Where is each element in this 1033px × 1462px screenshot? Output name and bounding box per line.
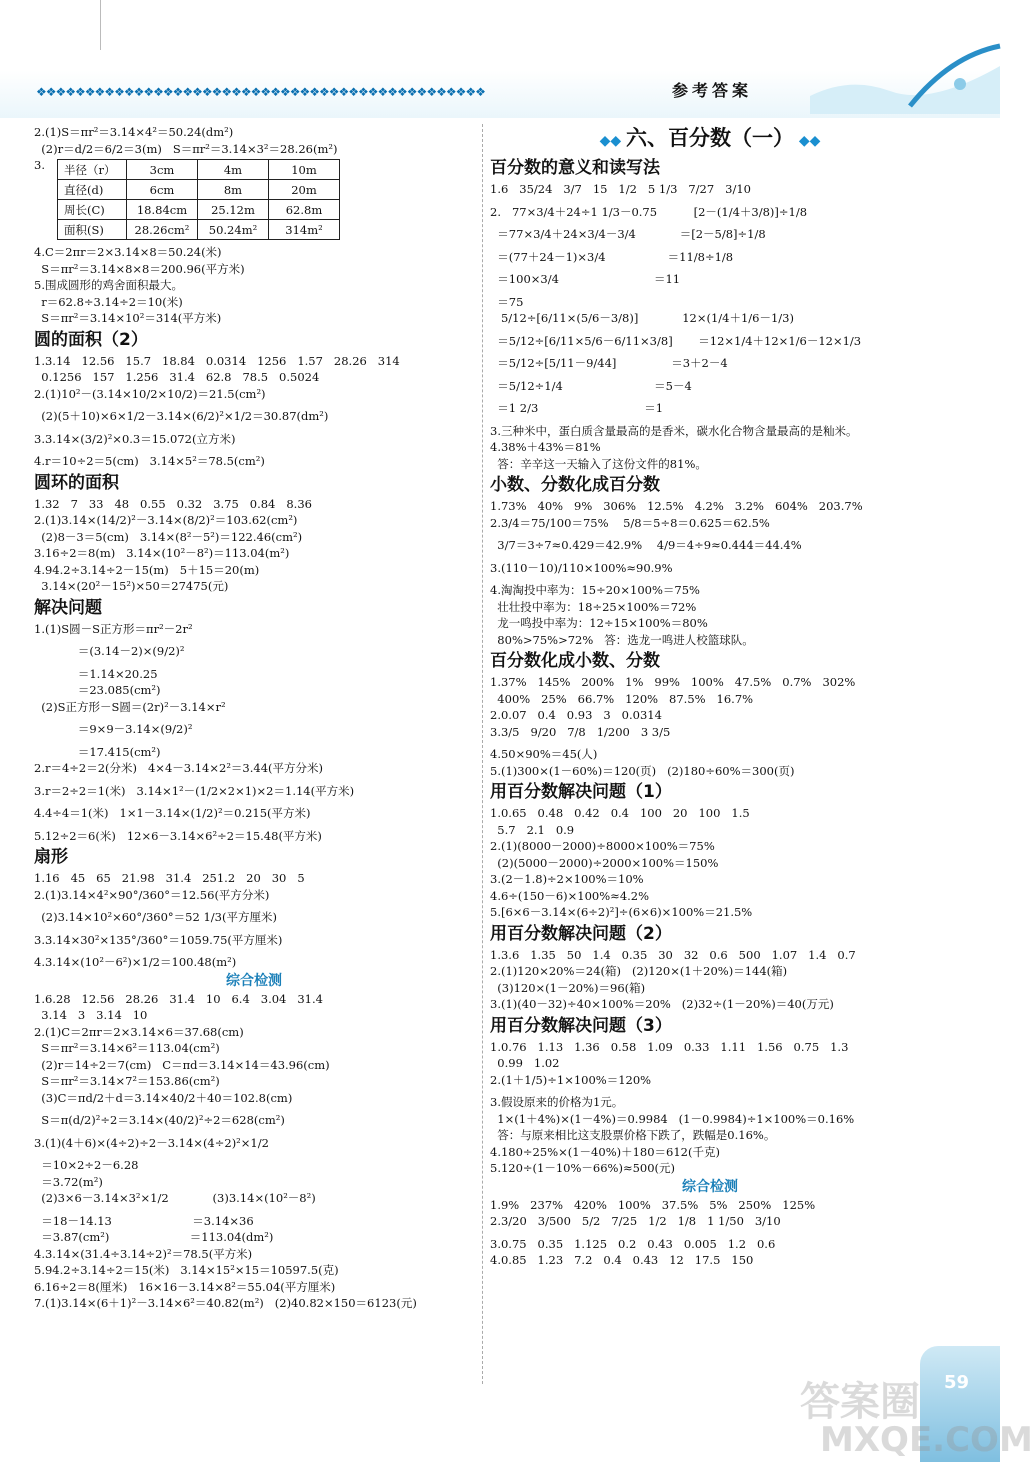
answer-line: 5.围成圆形的鸡舍面积最大。 <box>34 278 183 292</box>
table-cell: 28.26cm² <box>126 220 197 240</box>
section-review-left <box>34 991 474 1312</box>
answer-line: ＝75 <box>490 294 524 309</box>
table-cell: 8m <box>197 180 268 200</box>
answer-line: S＝πr²＝3.14×10²＝314(平方米) <box>34 311 222 325</box>
answer-line: 4.180÷25%×(1－40%)＋180＝612(千克) <box>490 1144 720 1159</box>
answer-line: 6.16÷2＝8(厘米) 16×16－3.14×8²＝55.04(平方厘米) <box>34 1279 336 1294</box>
answer-line: ＝(77＋24－1)×3/4 ＝11/8÷1/8 <box>490 249 734 264</box>
answer-line: 3.0.75 0.35 1.125 0.2 0.43 0.005 1.2 0.6 <box>490 1236 776 1251</box>
answer-line: (3)C＝πd/2＋d＝3.14×40/2＋40＝102.8(cm) <box>34 1090 293 1105</box>
answer-line: ＝5/12÷1/4 ＝5－4 <box>490 378 692 393</box>
answer-line: (2)3×6－3.14×3²×1/2 (3)3.14×(10²－8²) <box>34 1191 316 1205</box>
answer-line: 7.(1)3.14×(6＋1)²－3.14×6²＝40.82(m²) (2)40.82×150＝6123(元) <box>34 1296 417 1310</box>
answer-line: 5.94.2÷3.14÷2＝15(米) 3.14×15²×15＝10597.5(克) <box>34 1263 339 1277</box>
wave-decoration-icon <box>810 36 1000 114</box>
answer-line: S＝π(d/2)²÷2＝3.14×(40/2)²÷2＝628(cm²) <box>34 1113 285 1127</box>
table-row <box>57 180 339 200</box>
answer-line: (2)r＝d/2＝6/2＝3(m) S＝πr²＝3.14×3²＝28.26(m²) <box>34 141 338 156</box>
table-row <box>57 160 339 180</box>
table-cell: 314m² <box>268 220 339 240</box>
answer-line: (2)r＝14÷2＝7(cm) C＝πd＝3.14×14＝43.96(cm) <box>34 1057 330 1072</box>
header-rule <box>100 0 101 50</box>
column-divider <box>482 124 484 1384</box>
table-cell: 18.84cm <box>126 200 197 220</box>
section-to-percent <box>490 498 930 648</box>
answer-line: 4.C＝2πr＝2×3.14×8＝50.24(米) <box>34 245 222 259</box>
answer-line: 4.3.14×(31.4÷3.14÷2)²＝78.5(平方米) <box>34 1246 253 1261</box>
page-header-title: 参考答案 <box>672 81 753 100</box>
chapter-title-text: 六、百分数（一） <box>626 126 794 150</box>
answer-line: 3.假设原来的价格为1元。 <box>490 1095 624 1109</box>
answer-line: 1.(1)S圆－S正方形＝πr²－2r² <box>34 621 193 636</box>
table-cell: 62.8m <box>268 200 339 220</box>
answer-line: 壮壮投中率为：18÷25×100%＝72% <box>490 599 697 614</box>
section-title-problem-solving: 解决问题 <box>34 597 102 618</box>
watermark-logo: 答案圈 <box>800 1379 920 1425</box>
answer-line: 1.37% 145% 200% 1% 99% 100% 47.5% 0.7% 302% <box>490 675 856 689</box>
answer-line: 1.16 45 65 21.98 31.4 251.2 20 30 5 <box>34 871 305 885</box>
section-title-review-right: 综合检测 <box>682 1178 738 1195</box>
table-cell: 3cm <box>126 160 197 180</box>
answer-line: ＝9×9－3.14×(9/2)² <box>34 722 193 736</box>
table-label: 3. <box>34 158 45 172</box>
table-cell: 周长(C) <box>57 200 126 220</box>
answer-line: 2.0.07 0.4 0.93 3 0.0314 <box>490 708 662 722</box>
answer-line: 4.94.2÷3.14÷2－15(m) 5＋15＝20(m) <box>34 562 260 577</box>
section-percent-meaning <box>490 181 930 472</box>
answer-line: 3.(2－1.8)÷2×100%＝10% <box>490 872 644 886</box>
answer-line: ＝1.14×20.25 <box>34 666 158 681</box>
table-cell: 6cm <box>126 180 197 200</box>
answer-line: 3.16÷2＝8(m) 3.14×(10²－8²)＝113.04(m²) <box>34 546 290 560</box>
answer-line: 2.3/20 3/500 5/2 7/25 1/2 1/8 1 1/50 3/10 <box>490 1214 781 1228</box>
answer-line: ＝3.87(cm²) ＝113.04(dm²) <box>34 1230 274 1244</box>
answer-line: 答：辛辛这一天输入了这份文件的81%。 <box>490 456 707 471</box>
section-title-from-percent: 百分数化成小数、分数 <box>490 651 660 671</box>
answer-line: 5.(1)300×(1－60%)＝120(页) (2)180÷60%＝300(页) <box>490 763 795 778</box>
answer-line: (2)(5＋10)×6×1/2－3.14×(6/2)²×1/2＝30.87(dm²) <box>34 409 329 423</box>
answer-line: 2.3/4＝75/100＝75% 5/8＝5÷8＝0.625＝62.5% <box>490 515 770 530</box>
answer-line: (2)8－3＝5(cm) 3.14×(8²－5²)＝122.46(cm²) <box>34 529 303 544</box>
answer-line: 2.(1)3.14×(14/2)²－3.14×(8/2)²＝103.62(cm²) <box>34 513 298 527</box>
answer-line: S＝πr²＝3.14×8×8＝200.96(平方米) <box>34 261 245 276</box>
answer-line: 2.r＝4÷2＝2(分米) 4×4－3.14×2²＝3.44(平方分米) <box>34 761 324 775</box>
answer-line: 3.3/5 9/20 7/8 1/200 3 3/5 <box>490 724 671 739</box>
answer-line: 3.3.14×30²×135°/360°＝1059.75(平方厘米) <box>34 932 283 947</box>
answer-line: 2.(1)S＝πr²＝3.14×4²＝50.24(dm²) <box>34 125 234 139</box>
answer-line: 5.12÷2＝6(米) 12×6－3.14×6²÷2＝15.48(平方米) <box>34 828 322 843</box>
section-from-percent <box>490 674 930 779</box>
section-title-to-percent: 小数、分数化成百分数 <box>490 475 660 495</box>
answer-line: 4.50×90%＝45(人) <box>490 747 598 761</box>
answer-line: ＝1 2/3 ＝1 <box>490 401 664 415</box>
answer-line: S＝πr²＝3.14×6²＝113.04(cm²) <box>34 1041 220 1055</box>
answer-line: ＝100×3/4 ＝11 <box>490 272 681 286</box>
left-column <box>34 124 474 1312</box>
answer-line: 1.3.14 12.56 15.7 18.84 0.0314 1256 1.57 28.26 314 <box>34 353 400 368</box>
table-cell: 半径（r） <box>57 160 126 180</box>
answer-line: 3.(1)(40－32)÷40×100%＝20% (2)32÷(1－20%)＝40(万元) <box>490 997 834 1011</box>
answer-line: S＝πr²＝3.14×7²＝153.86(cm²) <box>34 1074 220 1088</box>
answer-line: 5.7 2.1 0.9 <box>490 822 575 837</box>
table-row <box>57 200 339 220</box>
answer-line: 3.14×(20²－15²)×50＝27475(元) <box>34 579 229 593</box>
answer-line: 3.14 3 3.14 10 <box>34 1008 148 1022</box>
answer-line: 3.(1)(4＋6)×(4÷2)÷2－3.14×(4÷2)²×1/2 <box>34 1135 269 1150</box>
answer-line: 5.[6×6－3.14×(6÷2)²]÷(6×6)×100%＝21.5% <box>490 905 753 919</box>
answer-line: 0.1256 157 1.256 31.4 62.8 78.5 0.5024 <box>34 370 320 384</box>
section-title-ring-area: 圆环的面积 <box>34 472 119 493</box>
answer-line: 3/7＝3÷7≈0.429＝42.9% 4/9＝4÷9≈0.444＝44.4% <box>490 538 802 552</box>
answer-line: 3.三种米中，蛋白质含量最高的是香米，碳水化合物含量最高的是籼米。 <box>490 423 858 438</box>
answer-line: ＝77×3/4＋24×3/4－3/4 ＝[2－5/8]÷1/8 <box>490 227 766 241</box>
section-title-circle-area-2: 圆的面积（2） <box>34 329 148 350</box>
answer-line: 5.120÷(1－10%－66%)≈500(元) <box>490 1161 676 1175</box>
answer-line: (2)3.14×10²×60°/360°＝52 1/3(平方厘米) <box>34 910 277 924</box>
answer-line: 4.3.14×(10²－6²)×1/2＝100.48(m²) <box>34 955 237 969</box>
section-review-right <box>490 1197 930 1269</box>
answer-line: ＝10×2÷2－6.28 <box>34 1158 139 1172</box>
answer-line: 1.0.76 1.13 1.36 0.58 1.09 0.33 1.11 1.56 0.75 1.3 <box>490 1039 849 1054</box>
circle-table <box>57 159 340 240</box>
table-cell: 20m <box>268 180 339 200</box>
answer-line: ＝17.415(cm²) <box>34 744 161 759</box>
answer-line: 4.r＝10÷2＝5(cm) 3.14×5²＝78.5(cm²) <box>34 454 265 468</box>
answer-line: 0.99 1.02 <box>490 1056 560 1070</box>
answer-line: 2.(1＋1/5)÷1×100%＝120% <box>490 1072 652 1087</box>
answer-line: ＝5/12÷[5/11－9/44] ＝3＋2－4 <box>490 356 728 370</box>
section-title-percent-problems-1: 用百分数解决问题（1） <box>490 782 672 802</box>
answer-line: ＝5/12÷[6/11×5/6－6/11×3/8] ＝12×1/4＋12×1/6－12×1/3 <box>490 333 862 348</box>
section-title-percent-problems-2: 用百分数解决问题（2） <box>490 923 672 944</box>
answer-line: 1×(1＋4%)×(1－4%)＝0.9984 (1－0.9984)÷1×100%＝0.16% <box>490 1111 855 1126</box>
answer-line: (2)(5000－2000)÷2000×100%＝150% <box>490 855 719 870</box>
section-percent-problems-3 <box>490 1039 930 1177</box>
answer-line: 1.6 35/24 3/7 15 1/2 5 1/3 7/27 3/10 <box>490 182 751 196</box>
answer-line: 4.0.85 1.23 7.2 0.4 0.43 12 17.5 150 <box>490 1253 754 1267</box>
table-cell: 50.24m² <box>197 220 268 240</box>
answer-line: ＝18－14.13 ＝3.14×36 <box>34 1213 254 1228</box>
answer-line: 1.9% 237% 420% 100% 37.5% 5% 250% 125% <box>490 1197 816 1212</box>
answer-line: 3.(110－10)/110×100%≈90.9% <box>490 560 673 575</box>
answer-line: 龙一鸣投中率为：12÷15×100%＝80% <box>490 616 708 630</box>
answer-line: 答：与原来相比这支股票价格下跌了，跌幅是0.16%。 <box>490 1128 776 1142</box>
answer-line: (2)S正方形－S圆＝(2r)²－3.14×r² <box>34 699 226 714</box>
page-number: 59 <box>944 1372 970 1393</box>
answer-line: 2.(1)120×20%＝24(箱) (2)120×(1＋20%)＝144(箱) <box>490 964 788 978</box>
decorative-border: ❖❖❖❖❖❖❖❖❖❖❖❖❖❖❖❖❖❖❖❖❖❖❖❖❖❖❖❖❖❖❖❖❖❖❖❖❖❖❖❖❖❖❖❖❖❖ <box>36 85 485 99</box>
section-percent-problems-2 <box>490 947 930 1013</box>
answer-line: 3.3.14×(3/2)²×0.3＝15.072(立方米) <box>34 431 236 446</box>
answer-line: r＝62.8÷3.14÷2＝10(米) <box>34 294 183 309</box>
chapter-title <box>490 124 930 155</box>
answer-line: 4.淘淘投中率为：15÷20×100%＝75% <box>490 583 700 597</box>
answer-line: 1.73% 40% 9% 306% 12.5% 4.2% 3.2% 604% 203.7% <box>490 499 863 513</box>
table-row <box>57 220 339 240</box>
table-cell: 25.12m <box>197 200 268 220</box>
answer-line: 2.(1)C＝2πr＝2×3.14×6＝37.68(cm) <box>34 1024 244 1039</box>
diamond-icon: ◆◆ <box>599 133 626 149</box>
answer-line: 4.4÷4＝1(米) 1×1－3.14×(1/2)²＝0.215(平方米) <box>34 806 311 820</box>
answer-line: 5/12÷[6/11×(5/6－3/8)] 12×(1/4＋1/6－1/3) <box>490 311 794 325</box>
right-column <box>490 124 930 1269</box>
section-circle-area-2 <box>34 353 474 470</box>
answer-line: 4.6÷(150－6)×100%≈4.2% <box>490 888 650 903</box>
answer-line: ＝23.085(cm²) <box>34 683 161 697</box>
table-cell: 10m <box>268 160 339 180</box>
watermark-url: MXQE.COM <box>820 1420 1033 1460</box>
section-title-sector: 扇形 <box>34 847 68 867</box>
answer-line: 3.r＝2÷2＝1(米) 3.14×1²－(1/2×2×1)×2＝1.14(平方米) <box>34 783 355 798</box>
section-percent-problems-1 <box>490 805 930 921</box>
answer-line: 400% 25% 66.7% 120% 87.5% 16.7% <box>490 691 754 706</box>
table-cell: 直径(d) <box>57 180 126 200</box>
answer-line: 4.38%＋43%＝81% <box>490 440 601 454</box>
section-problem-solving <box>34 621 474 845</box>
table-cell: 面积(S) <box>57 220 126 240</box>
section-title-review-left: 综合检测 <box>226 972 282 989</box>
answer-line: 1.0.65 0.48 0.42 0.4 100 20 100 1.5 <box>490 806 750 820</box>
left-after-table <box>34 244 474 327</box>
answer-line: ＝(3.14－2)×(9/2)² <box>34 644 185 658</box>
left-intro-lines <box>34 124 474 157</box>
answer-line: 2. 77×3/4＋24÷1 1/3－0.75 [2－(1/4＋3/8)]÷1/8 <box>490 204 808 219</box>
answer-line: 1.3.6 1.35 50 1.4 0.35 30 32 0.6 500 1.07 1.4 0.7 <box>490 947 856 962</box>
answer-line: 1.6.28 12.56 28.26 31.4 10 6.4 3.04 31.4 <box>34 991 323 1006</box>
section-title-percent-meaning: 百分数的意义和读写法 <box>490 158 660 178</box>
answer-line: 1.32 7 33 48 0.55 0.32 3.75 0.84 8.36 <box>34 496 312 511</box>
answer-line: (3)120×(1－20%)＝96(箱) <box>490 980 646 995</box>
section-ring-area <box>34 496 474 595</box>
answer-line: ＝3.72(m²) <box>34 1174 103 1189</box>
diamond-icon: ◆◆ <box>794 133 821 149</box>
section-sector <box>34 870 474 971</box>
answer-line: 80%>75%>72% 答：选龙一鸣进人校篮球队。 <box>490 632 754 647</box>
answer-line: 2.(1)10²－(3.14×10/2×10/2)＝21.5(cm²) <box>34 386 266 401</box>
table-cell: 4m <box>197 160 268 180</box>
section-title-percent-problems-3: 用百分数解决问题（3） <box>490 1015 672 1036</box>
answer-line: 2.(1)3.14×4²×90°/360°＝12.56(平方分米) <box>34 887 270 902</box>
answer-line: 2.(1)(8000－2000)÷8000×100%＝75% <box>490 839 715 853</box>
